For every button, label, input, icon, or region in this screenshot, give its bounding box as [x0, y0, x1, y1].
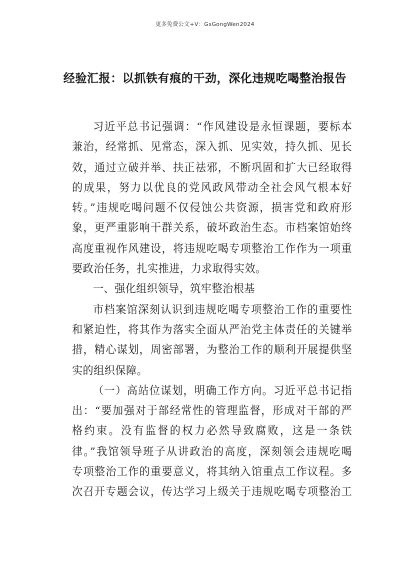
body-line: 习近平总书记强调：“作风建设是永恒课题，要标本	[93, 121, 352, 133]
document-title: 经验汇报：以抓铁有痕的干劲，深化违规吃喝整治报告	[63, 71, 347, 85]
body-line: 专项整治工作的重要意义，将其纳入馆重点工作议程。多	[72, 466, 352, 479]
body-line: 高度重视作风建设，将违规吃喝专项整治工作作为一项重	[72, 242, 352, 255]
body-line: 律。”我馆领导班子从讲政治的高度，深刻领会违规吃喝	[72, 445, 352, 458]
body-line: 措，精心谋划，周密部署，为整治工作的顺利开展提供坚	[72, 344, 352, 357]
body-line: 实的组织保障。	[72, 364, 148, 377]
subsection-line: （一）高站位谋划，明确工作方向。习近平总书记指	[93, 384, 352, 397]
body-line: 和紧迫性，将其作为落实全面从严治党主体责任的关键举	[72, 323, 352, 336]
section-heading: 一、强化组织领导，筑牢整治根基	[93, 283, 255, 296]
body-line: 出：“要加强对于部经常性的管理监督，形成对干部的严	[72, 405, 352, 418]
body-line: 要政治任务，扎实推进，力求取得实效。	[72, 263, 267, 276]
header-note: 更多免费公文+V：GsGongWen2024	[155, 22, 255, 28]
body-line: 效，通过立破并举、扶正祛邪，不断巩固和扩大已经取得	[72, 161, 352, 174]
body-line: 兼治，经常抓、见常态，深入抓、见实效，持久抓、见长	[72, 141, 352, 154]
document-body	[72, 117, 352, 503]
body-line: 格约束。没有监督的权力必然导致腐败，这是一条铁	[72, 425, 352, 438]
body-line: 转。”违规吃喝问题不仅侵蚀公共资源，损害党和政府形	[72, 202, 352, 215]
body-line: 次召开专题会议，传达学习上级关于违规吃喝专项整治工	[72, 486, 352, 499]
body-line: 市档案馆深刻认识到违规吃喝专项整治工作的重要性	[93, 303, 352, 316]
body-line: 象，更严重影响干群关系，破坏政治生态。市档案馆始终	[72, 222, 352, 235]
body-line: 的成果，努力以优良的党风政风带动全社会风气根本好	[72, 181, 352, 194]
